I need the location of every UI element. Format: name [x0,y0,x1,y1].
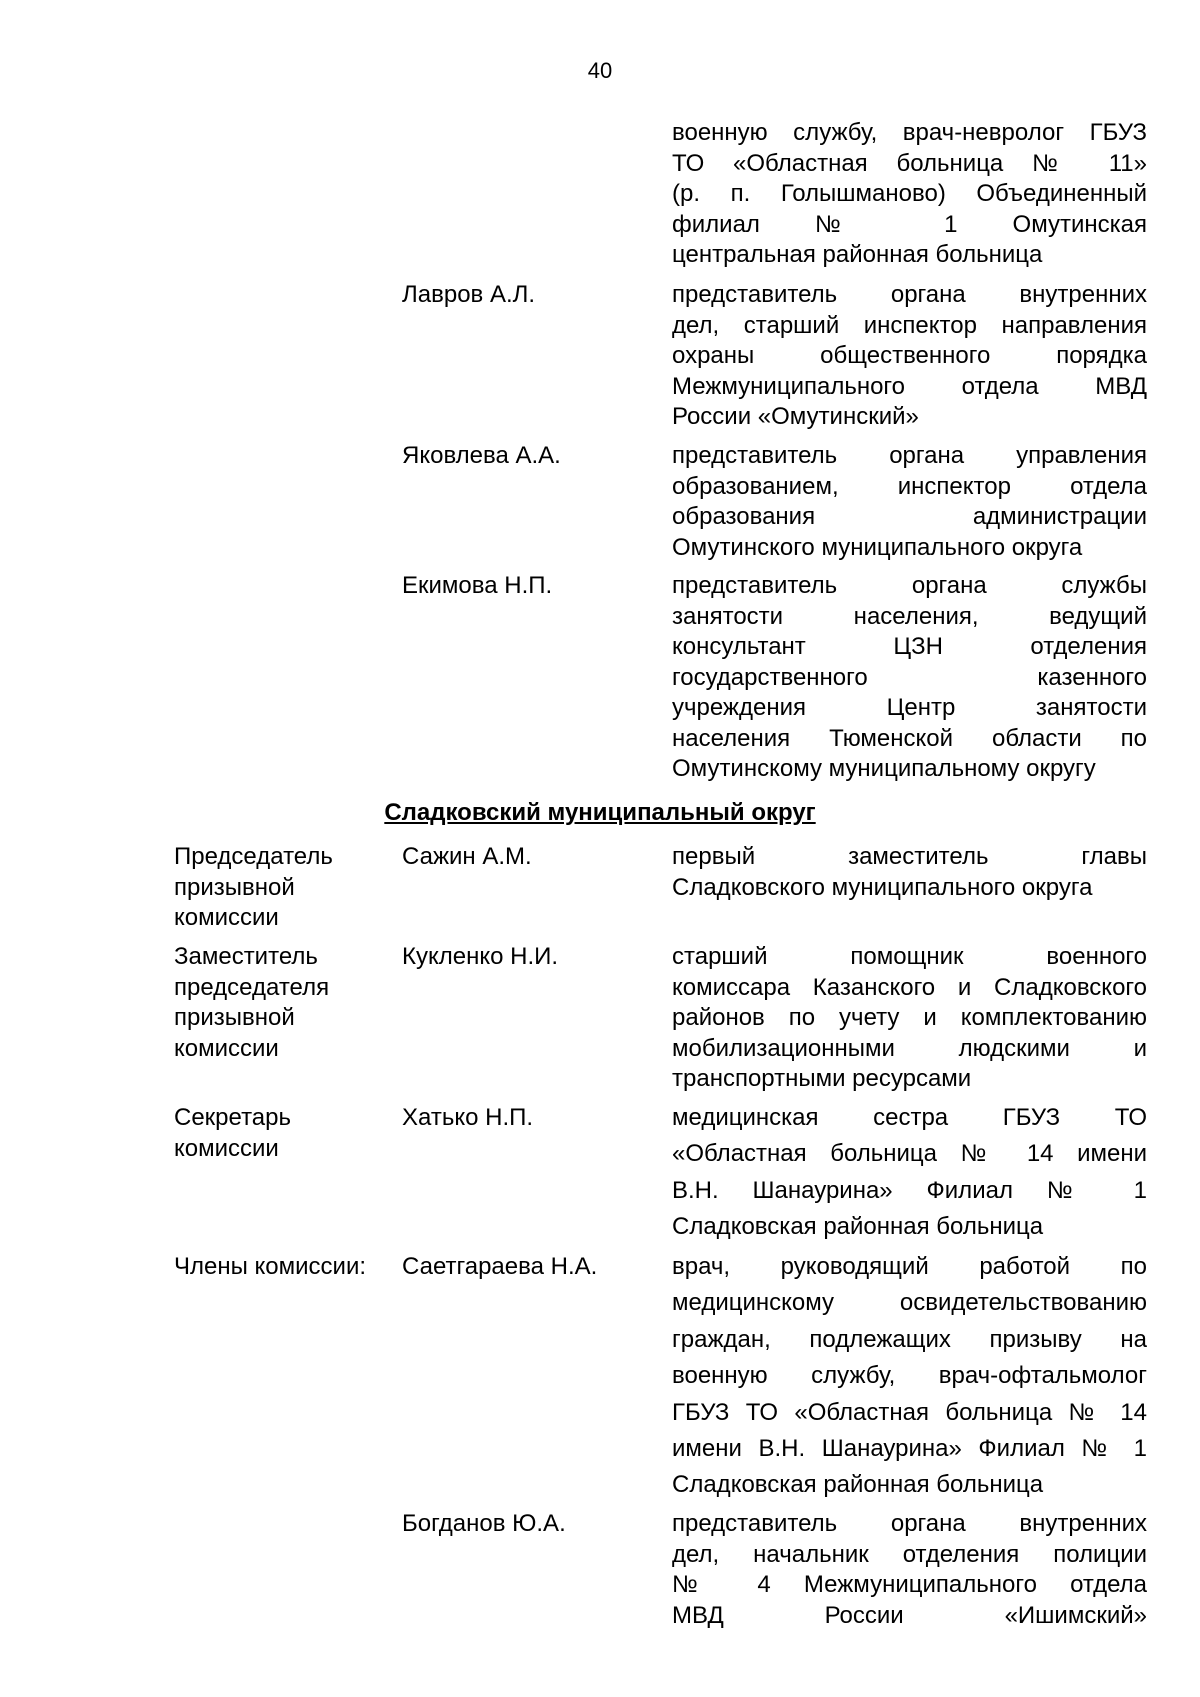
role-line: призывной [174,873,295,901]
member-name: Богданов Ю.А. [402,1510,566,1537]
description-line: консультант ЦЗН отделения [672,633,1147,660]
section-title: Сладковский муниципальный округ [384,799,816,826]
role-line: Секретарь [174,1104,291,1131]
description-line: населения Тюменской области по [672,724,1147,752]
description-line: районов по учету и комплектованию [672,1004,1147,1031]
member-description [672,118,1147,271]
member-description [672,1249,1147,1504]
role-line: Заместитель [174,943,318,970]
member-name: Кукленко Н.И. [402,943,559,970]
description-line: образованием, инспектор отдела [672,472,1147,500]
member-description [672,280,1147,433]
description-line: транспортными ресурсами [672,1065,972,1092]
role-line: призывной [174,1004,295,1031]
member-role [174,1103,399,1164]
description-line: военную службу, врач-невролог ГБУЗ [672,119,1147,146]
member-description [672,441,1147,563]
description-line: МВД России «Ишимский» [672,1601,1147,1629]
description-line: занятости населения, ведущий [672,602,1147,630]
description-line: Сладковская районная больница [672,1213,1044,1241]
member-name: Екимова Н.П. [402,572,553,599]
description-line: ТО «Областная больница № 11» [672,149,1147,177]
description-line: комиссара Казанского и Сладковского [672,973,1147,1001]
member-description [672,842,1147,903]
description-line: Сладковского муниципального округа [672,873,1093,901]
description-line: государственного казенного [672,663,1147,691]
description-line: России «Омутинский» [672,403,919,430]
description-line: В.Н. Шанаурина» Филиал № 1 [672,1176,1147,1204]
description-line: военную службу, врач-офтальмолог [672,1362,1147,1390]
member-role [174,842,399,934]
description-line: представитель органа управления [672,442,1147,469]
description-line: врач, руководящий работой по [672,1253,1147,1280]
description-line: представитель органа внутренних [672,1510,1147,1537]
description-line: Сладковская районная больница [672,1471,1044,1499]
member-name: Сажин А.М. [402,843,532,870]
member-description [672,571,1147,785]
description-line: медицинскому освидетельствованию [672,1289,1147,1317]
description-line: филиал № 1 Омутинская [672,210,1147,238]
description-line: «Областная больница № 14 имени [672,1140,1147,1168]
description-line: первый заместитель главы [672,843,1147,870]
role-line: Члены комиссии: [174,1253,367,1280]
description-line: дел, начальник отделения полиции [672,1540,1147,1568]
description-line: мобилизационными людскими и [672,1034,1147,1062]
member-name: Лавров А.Л. [402,281,536,308]
role-line: комиссии [174,904,279,931]
role-line: комиссии [174,1034,279,1062]
description-line: учреждения Центр занятости [672,694,1147,721]
description-line: дел, старший инспектор направления [672,311,1147,339]
page-number: 40 [587,58,613,83]
description-line: охраны общественного порядка [672,342,1147,369]
description-line: Межмуниципального отдела МВД [672,372,1147,400]
description-line: ГБУЗ ТО «Областная больница № 14 [672,1398,1147,1426]
member-name: Яковлева А.А. [402,442,561,469]
role-line: председателя [174,973,330,1001]
member-role [174,942,399,1064]
description-line: Омутинского муниципального округа [672,533,1083,561]
member-description [672,942,1147,1095]
description-line: имени В.Н. Шанаурина» Филиал № 1 [672,1435,1147,1463]
member-description [672,1100,1147,1246]
member-description [672,1509,1147,1631]
description-line: представитель органа службы [672,572,1147,599]
description-line: медицинская сестра ГБУЗ ТО [672,1104,1147,1131]
member-name: Саетгараева Н.А. [402,1253,598,1280]
member-name: Хатько Н.П. [402,1104,534,1131]
description-line: граждан, подлежащих призыву на [672,1325,1147,1353]
description-line: образования администрации [672,503,1147,530]
description-line: Омутинскому муниципальному округу [672,755,1096,782]
description-line: старший помощник военного [672,943,1147,970]
description-line: № 4 Межмуниципального отдела [672,1571,1147,1598]
description-line: представитель органа внутренних [672,281,1147,308]
member-role [174,1252,399,1283]
role-line: Председатель [174,843,333,870]
role-line: комиссии [174,1134,279,1162]
description-line: (р. п. Голышманово) Объединенный [672,180,1147,207]
description-line: центральная районная больница [672,241,1043,268]
